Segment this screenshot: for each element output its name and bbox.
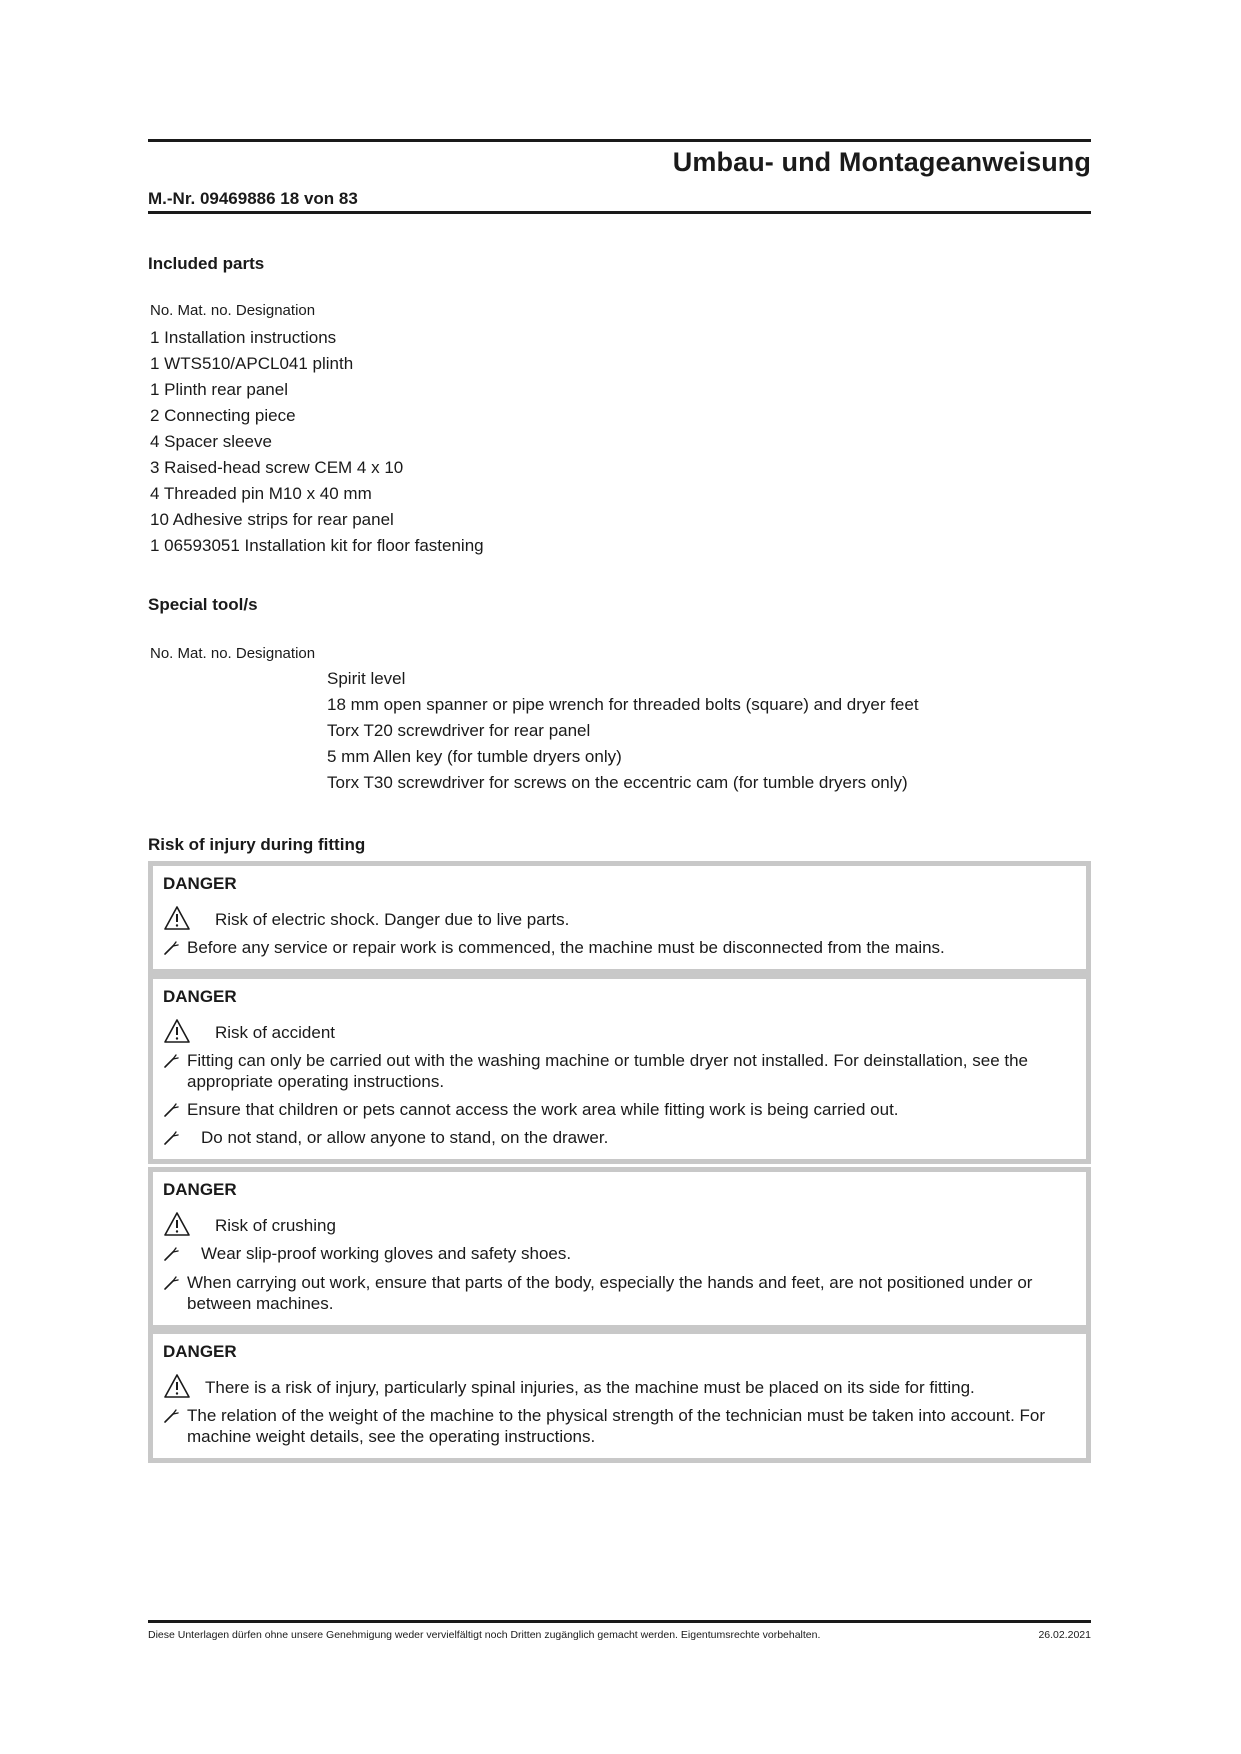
warning-triangle-icon (163, 1211, 191, 1237)
list-item: 3 Raised-head screw CEM 4 x 10 (150, 458, 404, 477)
list-item: Torx T30 screwdriver for screws on the eccentric cam (for tumble dryers only) (327, 773, 908, 792)
footer-notice: Diese Unterlagen dürfen ohne unsere Genehmigung weder vervielfältigt noch Dritten zugänglich gemacht werden. Eigentumsrechte vorbehalten. (148, 1629, 821, 1641)
included-parts-heading: Included parts (148, 254, 265, 273)
special-tools-heading: Special tool/s (148, 595, 258, 614)
danger-title: DANGER (163, 1180, 237, 1199)
list-item: 1 WTS510/APCL041 plinth (150, 354, 354, 373)
wrench-icon (163, 939, 180, 956)
danger-box-crushing (148, 1167, 1091, 1330)
list-item: 1 Plinth rear panel (150, 380, 288, 399)
included-parts-list (150, 327, 484, 561)
wrench-icon (163, 1101, 180, 1118)
instruction-text: Do not stand, or allow anyone to stand, on the drawer. (201, 1128, 609, 1147)
risk-heading: Risk of injury during fitting (148, 835, 366, 854)
list-item: 4 Spacer sleeve (150, 432, 272, 451)
instruction-text: Before any service or repair work is commenced, the machine must be disconnected from the mains. (187, 938, 945, 957)
warning-triangle-icon (163, 1018, 191, 1044)
danger-box-electric-shock (148, 861, 1091, 974)
instruction-text: Wear slip-proof working gloves and safety shoes. (201, 1244, 572, 1263)
instruction-text: When carrying out work, ensure that parts of the body, especially the hands and feet, are not positioned under or between machines. (187, 1273, 1033, 1313)
wrench-icon (163, 1129, 180, 1146)
instruction-text: Fitting can only be carried out with the washing machine or tumble dryer not installed. For deinstallation, see the appropriate operating instructions. (187, 1051, 1029, 1091)
warning-text: There is a risk of injury, particularly spinal injuries, as the machine must be placed on its side for fitting. (205, 1378, 975, 1397)
list-item: Torx T20 screwdriver for rear panel (327, 721, 591, 740)
list-item: 1 Installation instructions (150, 328, 337, 347)
list-item: 1 06593051 Installation kit for floor fastening (150, 536, 484, 555)
footer-date: 26.02.2021 (1038, 1629, 1091, 1641)
danger-title: DANGER (163, 874, 237, 893)
warning-text: Risk of accident (215, 1023, 335, 1042)
danger-box-accident (148, 974, 1091, 1164)
warning-triangle-icon (163, 1373, 191, 1399)
danger-title: DANGER (163, 1342, 237, 1361)
list-item: 2 Connecting piece (150, 406, 296, 425)
danger-title: DANGER (163, 987, 237, 1006)
list-item: 18 mm open spanner or pipe wrench for threaded bolts (square) and dryer feet (327, 695, 919, 714)
instruction-text: Ensure that children or pets cannot access the work area while fitting work is being carried out. (187, 1100, 899, 1119)
warning-text: Risk of electric shock. Danger due to live parts. (215, 910, 570, 929)
warning-triangle-icon (163, 905, 191, 931)
warning-text: Risk of crushing (215, 1216, 336, 1235)
included-parts-columns-header: No. Mat. no. Designation (150, 302, 316, 319)
danger-box-spinal-injury (148, 1329, 1091, 1463)
special-tools-list (327, 668, 919, 798)
document-title: Umbau- und Montageanweisung (672, 147, 1091, 177)
footer-rule (148, 1620, 1091, 1623)
special-tools-columns-header: No. Mat. no. Designation (150, 645, 316, 662)
header-bottom-rule (148, 211, 1091, 214)
header-top-rule (148, 139, 1091, 142)
wrench-icon (163, 1407, 180, 1424)
list-item: 5 mm Allen key (for tumble dryers only) (327, 747, 622, 766)
list-item: 10 Adhesive strips for rear panel (150, 510, 394, 529)
wrench-icon (163, 1052, 180, 1069)
wrench-icon (163, 1245, 180, 1262)
wrench-icon (163, 1274, 180, 1291)
instruction-text: The relation of the weight of the machine to the physical strength of the technician must be taken into account. For machine weight details, see the operating instructions. (187, 1406, 1046, 1446)
document-number: M.-Nr. 09469886 18 von 83 (148, 189, 358, 208)
list-item: 4 Threaded pin M10 x 40 mm (150, 484, 372, 503)
list-item: Spirit level (327, 669, 406, 688)
